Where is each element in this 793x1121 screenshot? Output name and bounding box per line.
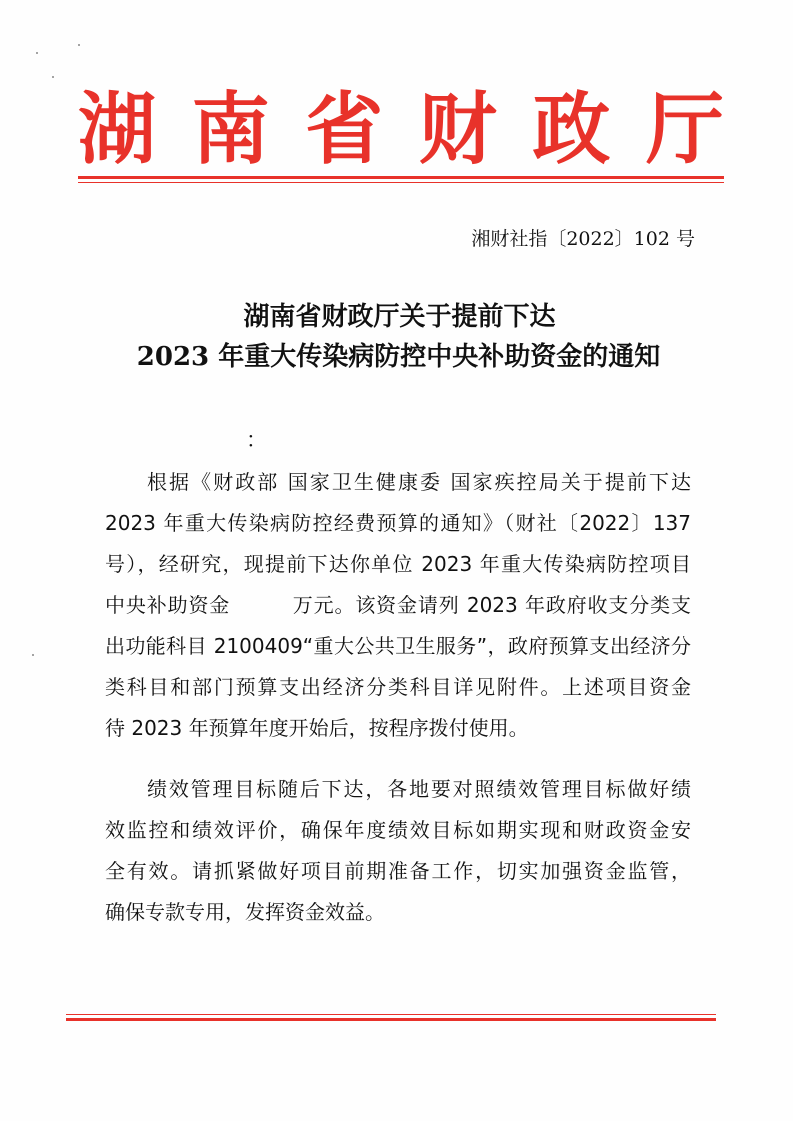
- salutation: ：: [246, 428, 267, 452]
- body-line: 待 2023 年预算年度开始后，按程序拨付使用。: [105, 716, 529, 740]
- body-line: 效监控和绩效评价，确保年度绩效目标如期实现和财政资金安: [105, 818, 691, 842]
- scan-speck: [78, 44, 80, 46]
- footer-rule-thick: [66, 1018, 716, 1021]
- footer-rule-thin: [66, 1014, 716, 1015]
- masthead-char: 省: [305, 84, 384, 175]
- masthead-rule-thin: [78, 182, 724, 183]
- body-line: 2023 年重大传染病防控经费预算的通知》（财社〔2022〕137: [105, 511, 691, 535]
- body-line: 确保专款专用，发挥资金效益。: [105, 900, 385, 924]
- document-body: [105, 462, 691, 933]
- body-line: 全有效。请抓紧做好项目前期准备工作，切实加强资金监管，: [105, 859, 691, 883]
- masthead-char: 湖: [78, 84, 157, 175]
- masthead-char: 南: [191, 84, 270, 175]
- masthead-char: 厅: [645, 84, 724, 175]
- body-line: 类科目和部门预算支出经济分类科目详见附件。上述项目资金: [105, 675, 691, 699]
- document-number: 湘财社指〔2022〕102 号: [471, 228, 695, 250]
- document-title-line-2: 2023 年重大传染病防控中央补助资金的通知: [136, 342, 661, 372]
- body-line: 根据《财政部 国家卫生健康委 国家疾控局关于提前下达: [147, 470, 691, 494]
- masthead-title: [78, 82, 724, 178]
- document-title-line-1: 湖南省财政厅关于提前下达: [243, 302, 556, 332]
- body-line: 号），经研究，现提前下达你单位 2023 年重大传染病防控项目: [105, 552, 691, 576]
- body-line: 中央补助资金 万元。该资金请列 2023 年政府收支分类支: [105, 593, 691, 617]
- masthead-rule-thick: [78, 176, 724, 179]
- masthead-char: 政: [532, 84, 611, 175]
- body-line: 出功能科目 2100409“重大公共卫生服务”，政府预算支出经济分: [105, 634, 691, 658]
- body-line: 绩效管理目标随后下达，各地要对照绩效管理目标做好绩: [147, 777, 691, 801]
- scan-speck: [32, 654, 34, 656]
- masthead-char: 财: [418, 84, 497, 175]
- scan-speck: [52, 76, 54, 78]
- scan-speck: [36, 52, 38, 54]
